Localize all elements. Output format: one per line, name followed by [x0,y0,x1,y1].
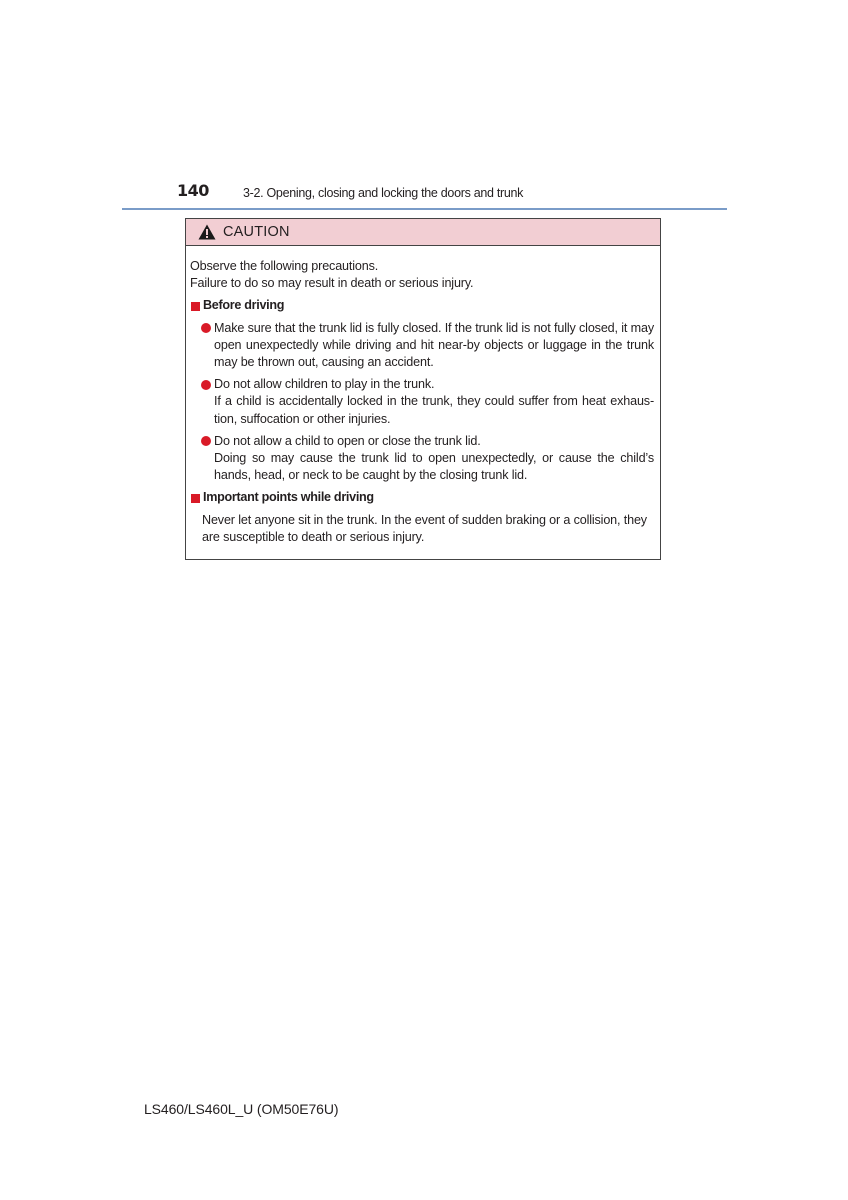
caution-intro [190,258,656,292]
red-dot-bullet-icon [201,436,211,446]
bullet-detail: If a child is accidentally locked in the trunk, they could suffer from heat exhaus-tion, suffocation or other injuries. [214,394,654,426]
model-code-footer: LS460/LS460L_U (OM50E76U) [144,1101,339,1117]
list-item [190,433,656,485]
caution-header [186,219,660,246]
caution-box [185,218,661,560]
intro-line-2: Failure to do so may result in death or serious injury. [190,276,474,291]
bullet-text: Do not allow a child to open or close the trunk lid. [214,433,481,448]
section-title: 3-2. Opening, closing and locking the doors and trunk [243,186,524,200]
warning-triangle-icon [198,224,216,240]
before-driving-label: Before driving [203,298,285,313]
while-driving-text: Never let anyone sit in the trunk. In the event of sudden braking or a collision, they are susceptible to death or serious injury. [202,512,647,544]
intro-line-1: Observe the following precautions. [190,259,379,273]
list-item [190,376,656,428]
list-item [190,320,656,372]
red-dot-bullet-icon [201,323,211,333]
red-square-bullet-icon [191,302,200,311]
before-driving-heading [190,297,656,314]
page-header [122,180,727,210]
bullet-text: Do not allow children to play in the trunk. [214,377,435,392]
while-driving-heading [190,489,656,506]
caution-title: CAUTION [223,224,290,240]
bullet-text: Make sure that the trunk lid is fully closed. If the trunk lid is not fully closed, it may open unexpectedly while driving and hit near-by objects or luggage in the trunk may be thrown out, causing an accident. [214,320,654,370]
red-square-bullet-icon [191,494,200,503]
caution-body [186,246,660,546]
while-driving-label: Important points while driving [203,490,374,505]
page-number: 140 [177,181,209,200]
red-dot-bullet-icon [201,380,211,390]
bullet-detail: Doing so may cause the trunk lid to open unexpectedly, or cause the child’s hands, head, or neck to be caught by the closing trunk lid. [214,451,654,483]
